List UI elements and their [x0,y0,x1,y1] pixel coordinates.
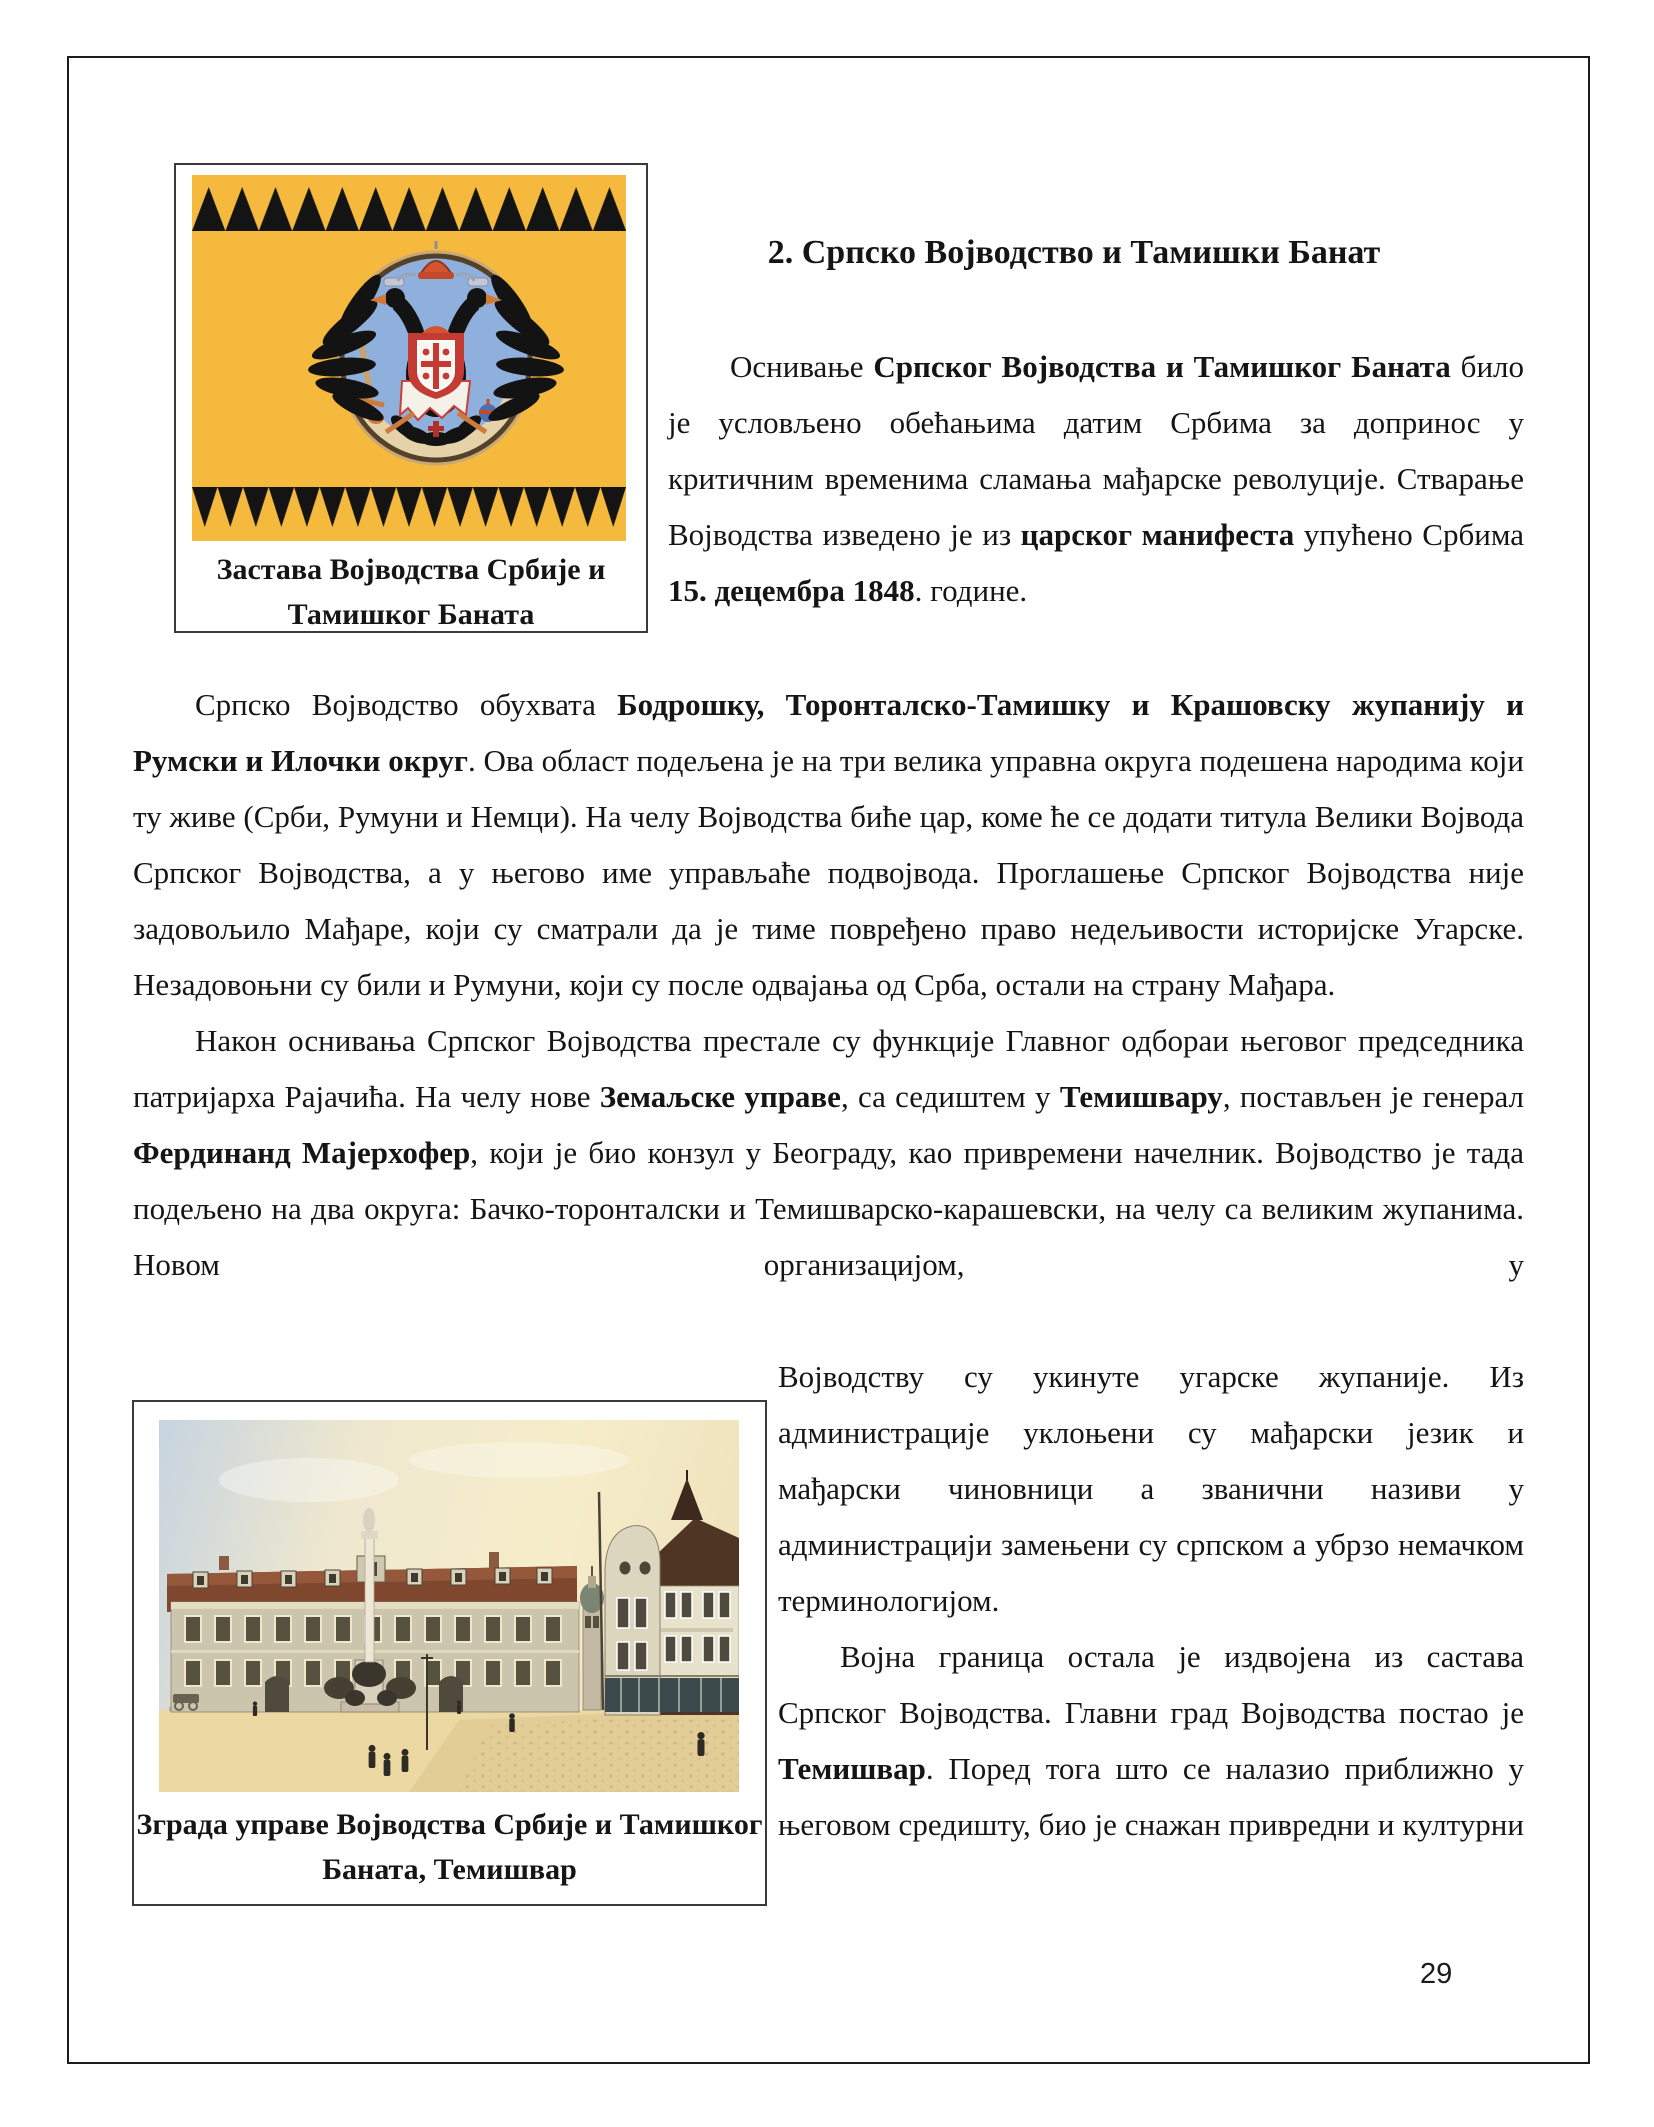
paragraph-4: Војводству су укинуте угарске жупаније. Из администрације уклоњени су мађарски језик и мађарски чиновници а званични називи у администрацији замењени су српском а убрзо немачком терминологијом. [778,1359,1524,1618]
paragraph-2: Српско Војводство обухвата Бодрошку, Торонталско-Тамишку и Крашовску жупанију и Румски и Илочки округ. Ова област подељена је на три велика управна округа подешена народима који ту живе (Срби, Румуни и Немци). На челу Војводства биће цар, коме ће се додати титула Велики Војвода Српског Војводства, а у његово име управљаће подвојвода. Проглашење Српског Војводства није задовољило Мађаре, који су сматрали да је тиме повређено право недељивости историјске Угарске. Незадовоњни су били и Румуни, који су после одвајања од Срба, остали на страну Мађара. [133,687,1524,1002]
section-heading: 2. Српско Војводство и Тамишки Банат [767,234,1381,271]
building-caption: Зграда управе Војводства Србије и Тамишког Баната, Темишвар [136,1808,763,1886]
building-figure [132,1400,767,1906]
paragraph-1: Оснивање Српског Војводства и Тамишког Баната било је условљено обећањима датим Србима за допринос у критичним временима сламања мађарске револуције. Стварање Војводства изведено је из царског манифеста упућено Србима 15. децембра 1848. године. [668,349,1524,608]
paragraph-3: Након оснивања Српског Војводства престале су функције Главног одбораи његовог председника патријарха Рајачића. На челу нове Земаљске управе, са седиштем у Темишвару, постављен је генерал Фердинанд Мајерхофер, који је био конзул у Београду, као привремени начелник. Војводство је тада подељено на два округа: Бачко-торонталски и Темишварско-карашевски, на челу са великим жупанима. Новом организацијом, у [133,1023,1524,1282]
flag-top-triangles [192,187,626,231]
flag-caption: Застава Војводства Србије и Тамишког Баната [216,553,606,631]
flag-bottom-triangles [192,487,626,527]
flag-figure [174,163,648,633]
paragraph-5: Војна граница остала је издвојена из састава Српског Војводства. Главни град Војводства постао је Темишвар. Поред тога што се налазио приближно у његовом средишту, био је снажан привредни и културни [778,1639,1524,1842]
main-text-block [133,677,1524,1293]
flag-image [192,175,626,541]
building-photo [159,1420,739,1792]
narrow-text-block [778,1349,1524,1853]
page-number: 29 [1420,1958,1453,1990]
